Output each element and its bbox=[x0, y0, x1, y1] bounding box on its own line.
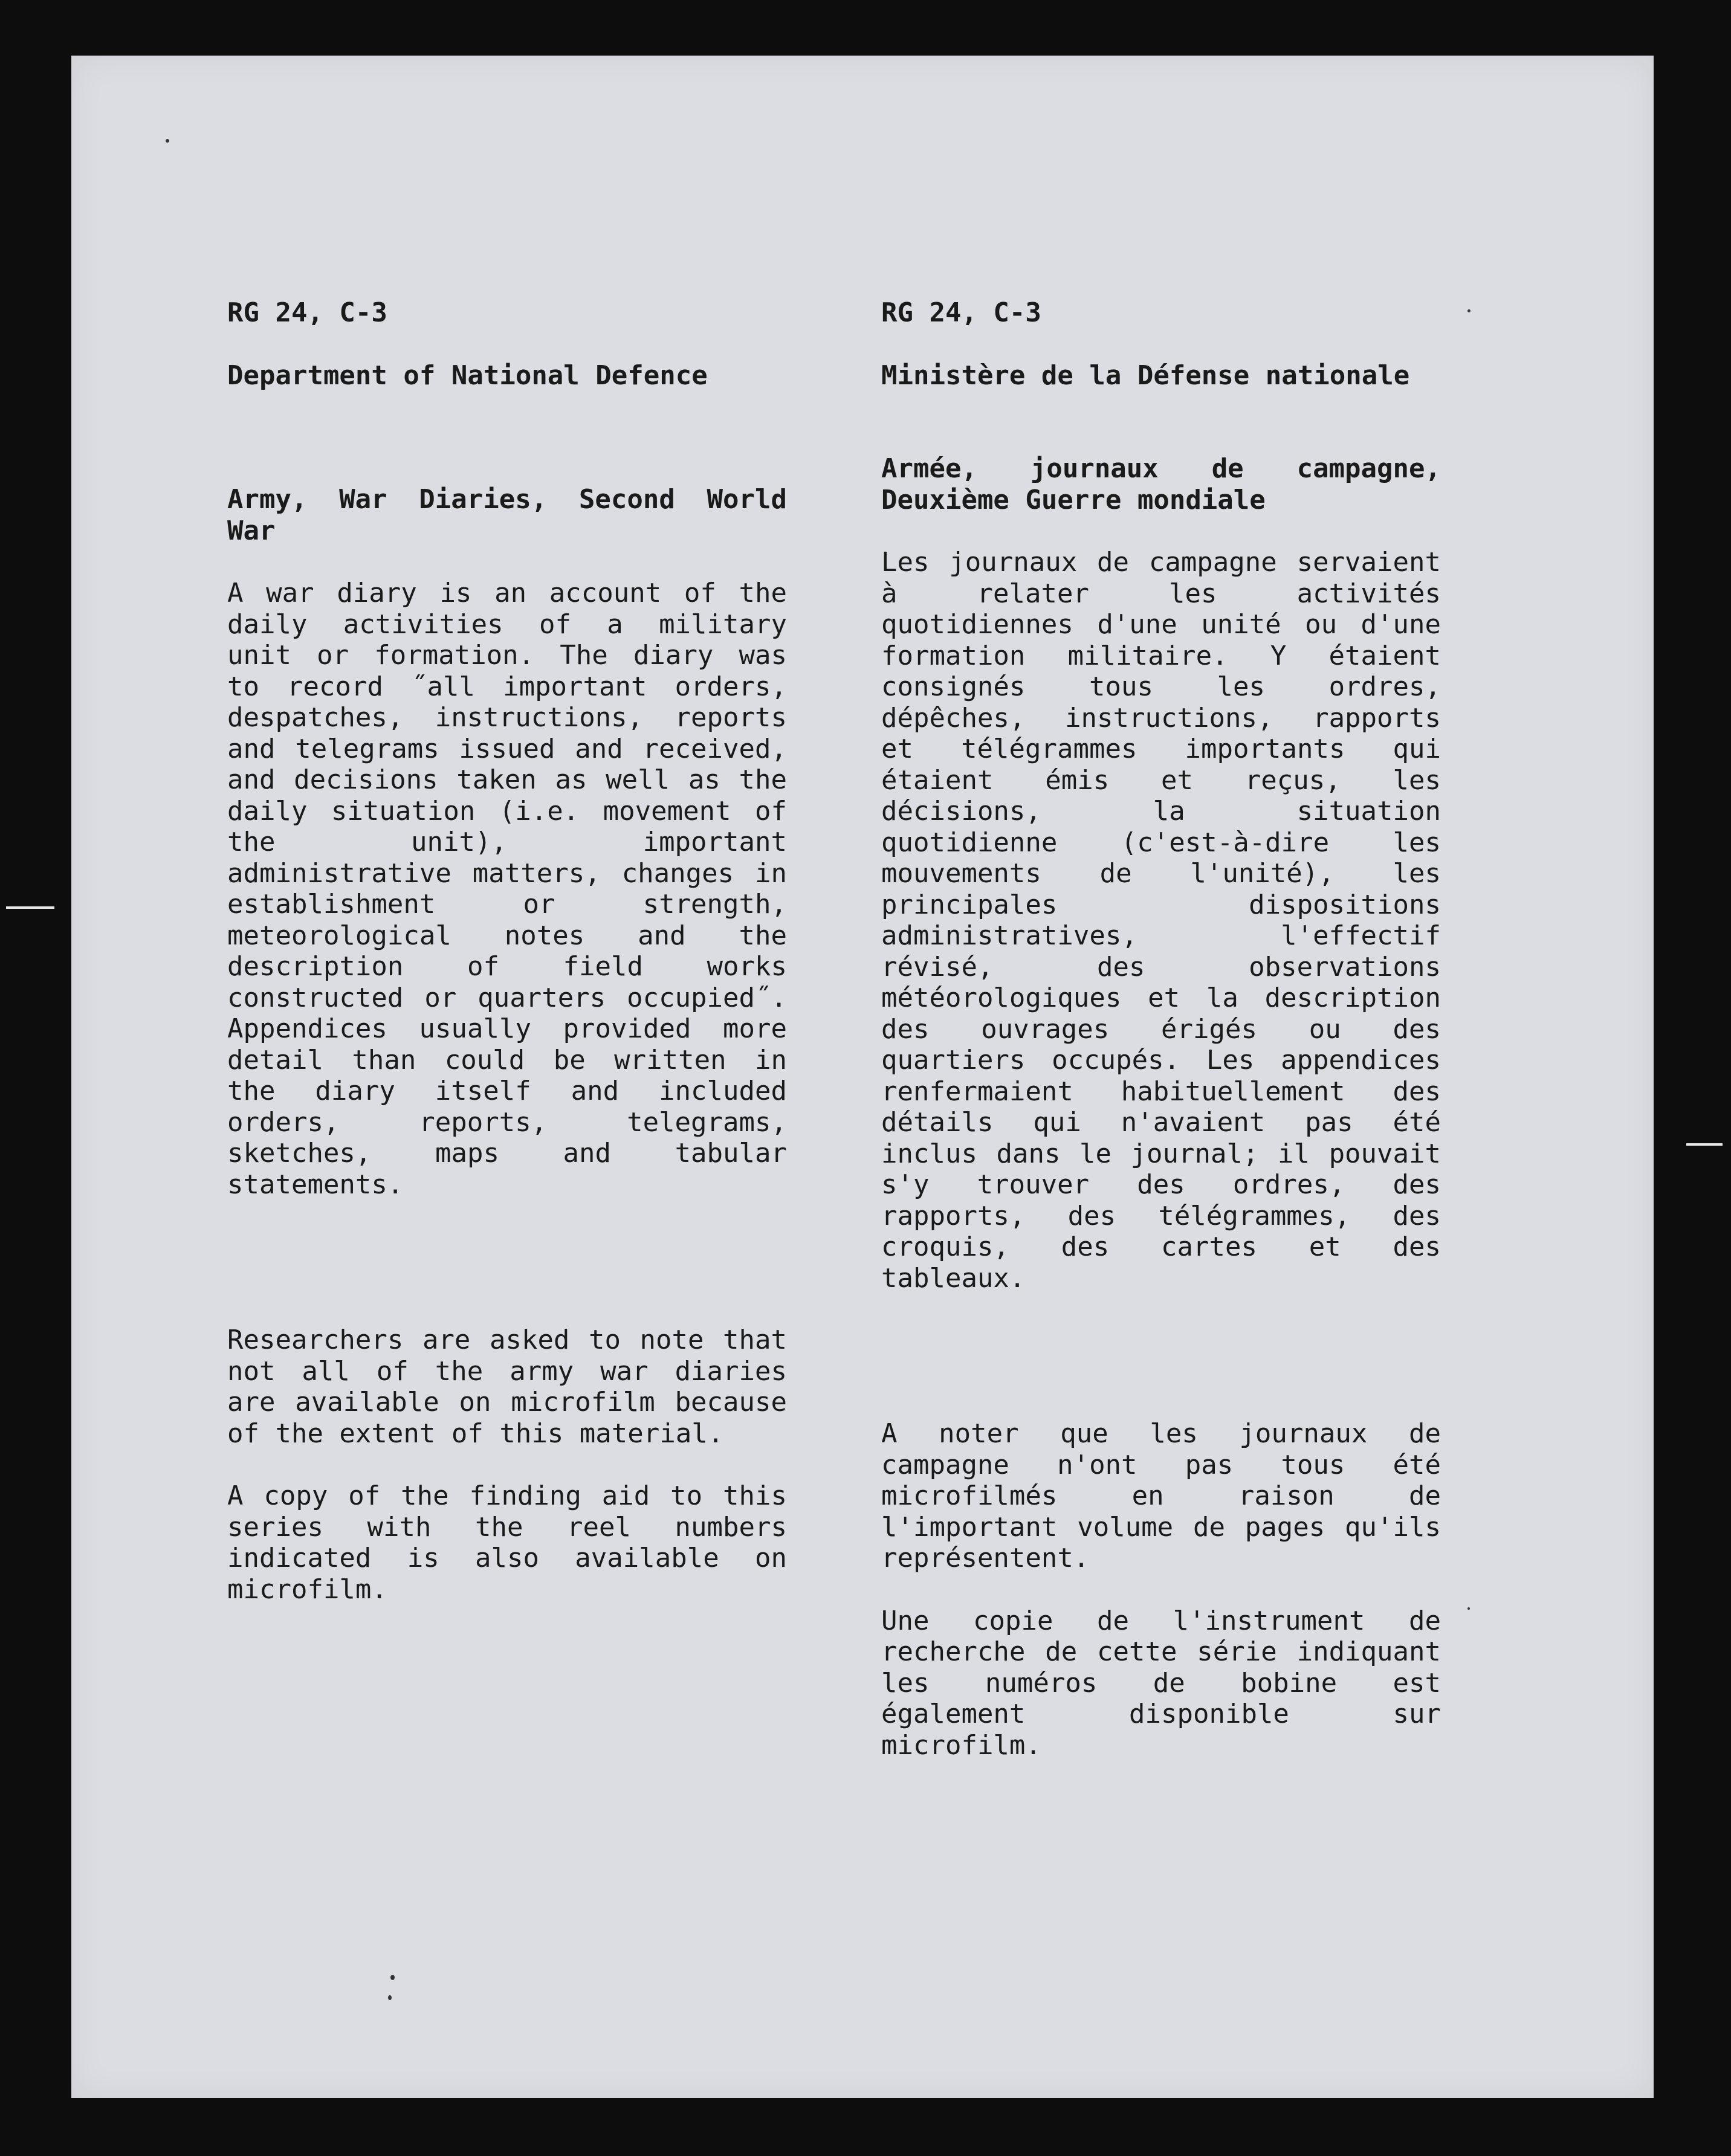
finding-aid-note: A copy of the finding aid to this series with the reel numbers indicated is also available on microfilm. bbox=[227, 1480, 787, 1605]
scan-speck bbox=[166, 139, 169, 143]
english-column bbox=[227, 297, 787, 1605]
availability-note: A noter que les journaux de campagne n'ont pas tous été microfilmés en raison de l'important volume de pages qu'ils représentent. bbox=[881, 1418, 1441, 1573]
scan-speck bbox=[1467, 309, 1471, 312]
record-group-reference: RG 24, C-3 bbox=[881, 297, 1041, 328]
department-name: Ministère de la Défense nationale bbox=[881, 360, 1410, 391]
finding-aid-note: Une copie de l'instrument de recherche de cette série indiquant les numéros de bobine est également disponible sur microfilm. bbox=[881, 1605, 1441, 1761]
availability-note: Researchers are asked to note that not all of the army war diaries are available on microfilm because of the extent of this material. bbox=[227, 1325, 787, 1449]
series-description: Les journaux de campagne servaient à relater les activités quotidiennes d'une unité ou d'une formation militaire. Y étaient consignés tous les ordres, dépêches, instructions, rapports et télégrammes importants qui étaient émis et reçus, les décisions, la situation quotidienne (c'est-à-dire les mouvements de l'unité), les principales dispositions administratives, l'effectif révisé, des observations météorologiques et la description des ouvrages érigés ou des quartiers occupés. Les appendices renfermaient habituellement des détails qui n'avaient pas été inclus dans le journal; il pouvait s'y trouver des ordres, des rapports, des télégrammes, des croquis, des cartes et des tableaux. bbox=[881, 547, 1441, 1294]
series-description: A war diary is an account of the daily activities of a military unit or formation. The diary was to record ˝all important orders, despatches, instructions, reports and telegrams issued and received, and decisions taken as well as the daily situation (i.e. movement of the unit), important administrative matters, changes in establishment or strength, meteorological notes and the description of field works constructed or quarters occupied˝. Appendices usually provided more detail than could be written in the diary itself and included orders, reports, telegrams, sketches, maps and tabular statements. bbox=[227, 578, 787, 1200]
series-title: Armée, journaux de campagne, Deuxième Guerre mondiale bbox=[881, 453, 1441, 515]
department-name: Department of National Defence bbox=[227, 360, 708, 391]
scan-speck bbox=[1467, 1607, 1470, 1610]
scan-edge-mark bbox=[6, 906, 54, 909]
scan-speck bbox=[390, 1975, 395, 1980]
scan-edge-mark bbox=[1686, 1143, 1723, 1146]
french-column bbox=[881, 297, 1441, 1761]
record-group-reference: RG 24, C-3 bbox=[227, 297, 387, 328]
series-title: Army, War Diaries, Second World War bbox=[227, 484, 787, 546]
scan-speck bbox=[388, 1995, 392, 2000]
document-page bbox=[71, 56, 1654, 2098]
